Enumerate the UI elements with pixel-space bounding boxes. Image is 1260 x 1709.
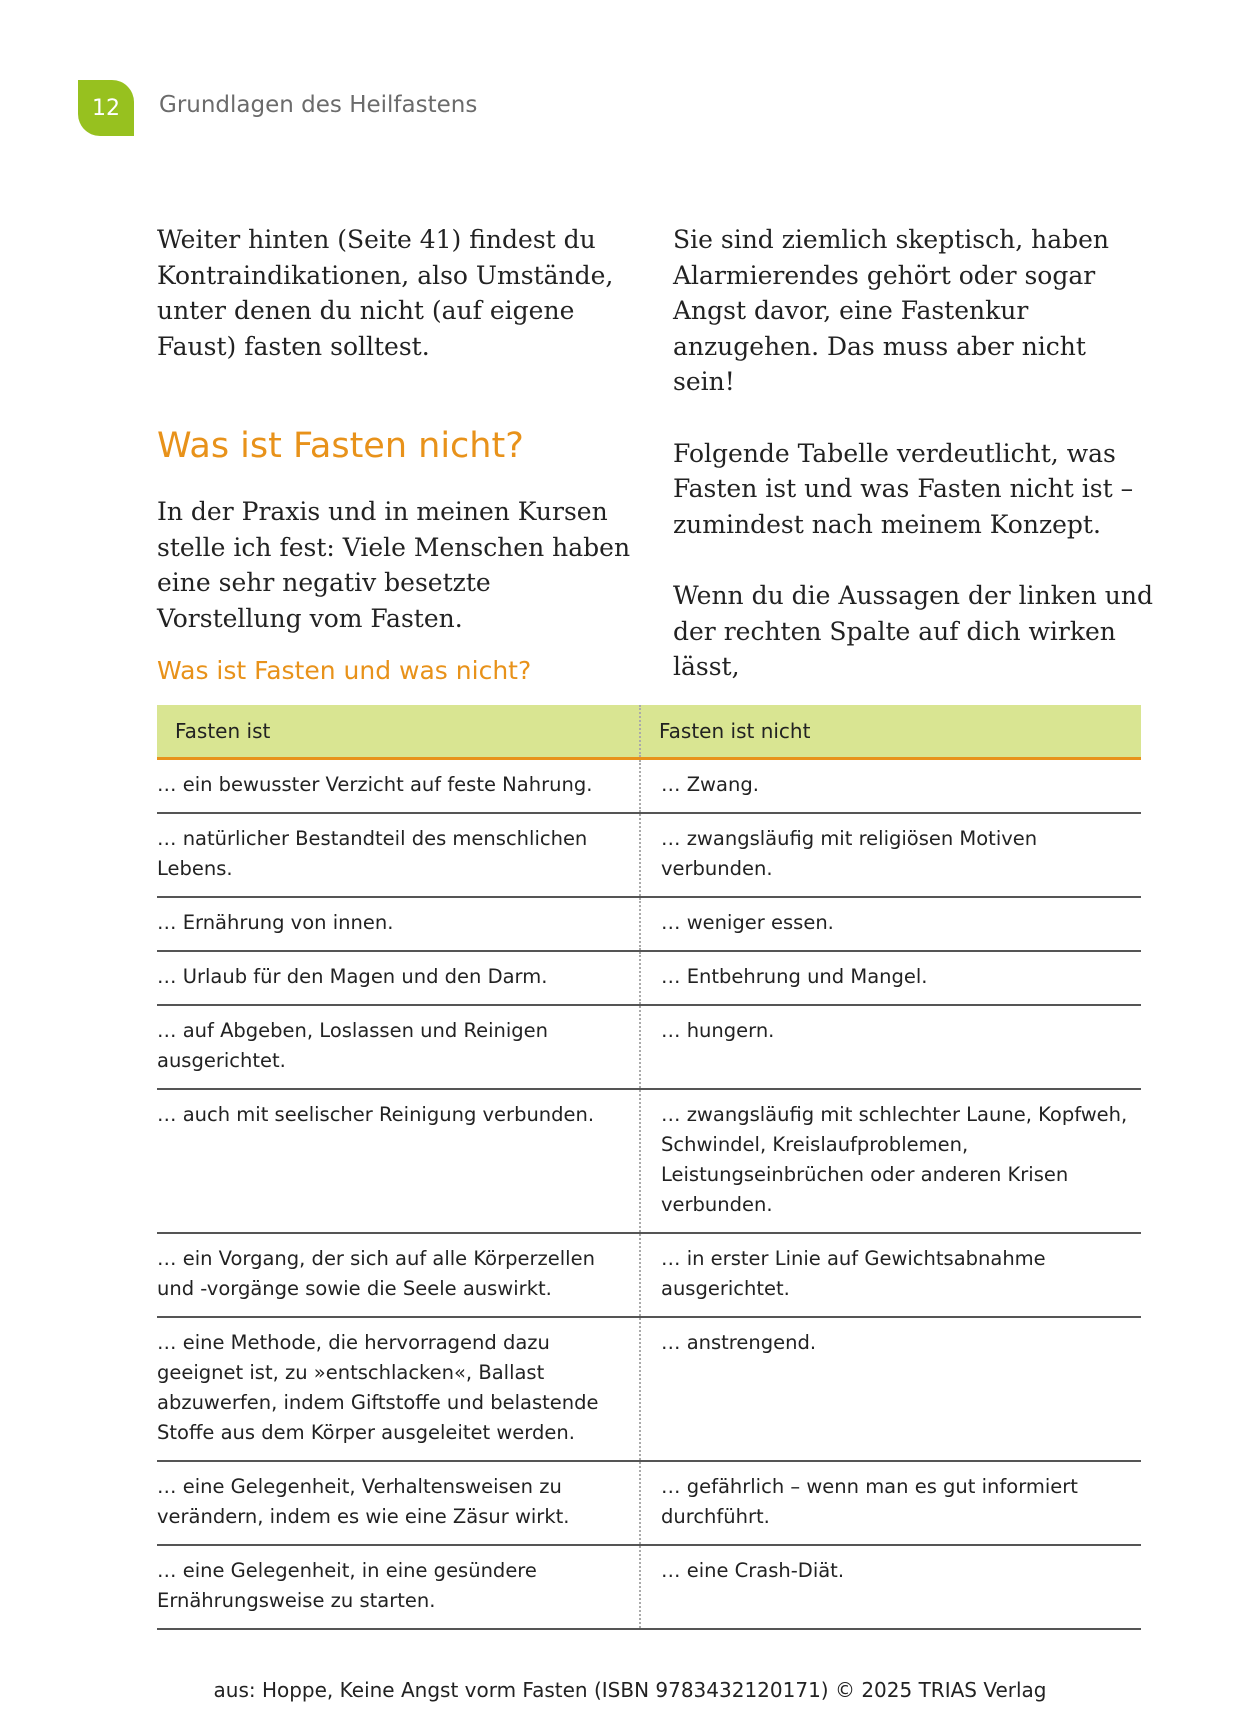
right-paragraph: Folgende Tabelle verdeutlicht, was Fasten ist und was Fasten nicht ist – zumindest nach meinem Konzept. — [673, 438, 1134, 539]
cell-is-not: … in erster Linie auf Gewichtsabnahme ausgerichtet. — [640, 1233, 1141, 1317]
cell-is: … eine Methode, die hervorragend dazu geeignet ist, zu »entschlacken«, Ballast abzuwerfen, indem Giftstoffe und belastende Stoffe aus dem Körper ausgeleitet werden. — [157, 1317, 640, 1461]
table-header-row — [157, 705, 1141, 759]
intro-paragraph: Weiter hinten (Seite 41) findest du Kontraindikationen, also Umstände, unter denen du nicht (auf eigene Faust) fasten solltest. — [157, 225, 614, 361]
cell-is: … eine Gelegenheit, in eine gesündere Ernährungsweise zu starten. — [157, 1545, 640, 1629]
cell-is-not: … zwangsläufig mit religiösen Motiven verbunden. — [640, 813, 1141, 897]
cell-is: … Urlaub für den Magen und den Darm. — [157, 951, 640, 1005]
source-citation: aus: Hoppe, Keine Angst vorm Fasten (ISBN 9783432120171) © 2025 TRIAS Verlag — [213, 1678, 1047, 1702]
table-title: Was ist Fasten und was nicht? — [157, 656, 532, 685]
column-header-is: Fasten ist — [157, 705, 640, 759]
cell-is-not: … gefährlich – wenn man es gut informiert durchführt. — [640, 1461, 1141, 1545]
table-row — [157, 1005, 1141, 1089]
cell-is: … ein bewusster Verzicht auf feste Nahrung. — [157, 759, 640, 814]
page-number: 12 — [92, 95, 120, 121]
cell-is: … eine Gelegenheit, Verhaltensweisen zu verändern, indem es wie eine Zäsur wirkt. — [157, 1461, 640, 1545]
cell-is: … natürlicher Bestandteil des menschlichen Lebens. — [157, 813, 640, 897]
cell-is: … ein Vorgang, der sich auf alle Körperzellen und -vorgänge sowie die Seele auswirkt. — [157, 1233, 640, 1317]
right-paragraph: Wenn du die Aussagen der linken und der rechten Spalte auf dich wirken lässt, — [673, 581, 1153, 681]
table-row — [157, 1233, 1141, 1317]
cell-is-not: … Zwang. — [640, 759, 1141, 814]
table-row — [157, 1317, 1141, 1461]
left-column — [157, 222, 637, 672]
right-column — [673, 222, 1153, 721]
table-row — [157, 1089, 1141, 1233]
cell-is-not: … Entbehrung und Mangel. — [640, 951, 1141, 1005]
cell-is-not: … weniger essen. — [640, 897, 1141, 951]
cell-is-not: … hungern. — [640, 1005, 1141, 1089]
section-heading: Was ist Fasten nicht? — [157, 426, 524, 466]
table-row — [157, 759, 1141, 814]
comparison-table — [157, 705, 1141, 1630]
table-row — [157, 897, 1141, 951]
cell-is: … Ernährung von innen. — [157, 897, 640, 951]
cell-is-not: … anstrengend. — [640, 1317, 1141, 1461]
section-paragraph: In der Praxis und in meinen Kursen stelle ich fest: Viele Menschen haben eine sehr negativ besetzte Vorstellung vom Fasten. — [157, 497, 631, 633]
table-row — [157, 1545, 1141, 1629]
column-header-is-not: Fasten ist nicht — [640, 705, 1141, 759]
table-row — [157, 951, 1141, 1005]
running-head: Grundlagen des Heilfastens — [159, 92, 478, 118]
cell-is: … auf Abgeben, Loslassen und Reinigen ausgerichtet. — [157, 1005, 640, 1089]
page-number-badge — [78, 80, 134, 136]
table-row — [157, 813, 1141, 897]
table-row — [157, 1461, 1141, 1545]
right-paragraph: Sie sind ziemlich skeptisch, haben Alarmierendes gehört oder sogar Angst davor, eine Fastenkur anzugehen. Das muss aber nicht sein! — [673, 225, 1109, 396]
cell-is-not: … zwangsläufig mit schlechter Laune, Kopfweh, Schwindel, Kreislaufproblemen, Leistungseinbrüchen oder anderen Krisen verbunden. — [640, 1089, 1141, 1233]
cell-is-not: … eine Crash-Diät. — [640, 1545, 1141, 1629]
cell-is: … auch mit seelischer Reinigung verbunden. — [157, 1089, 640, 1233]
